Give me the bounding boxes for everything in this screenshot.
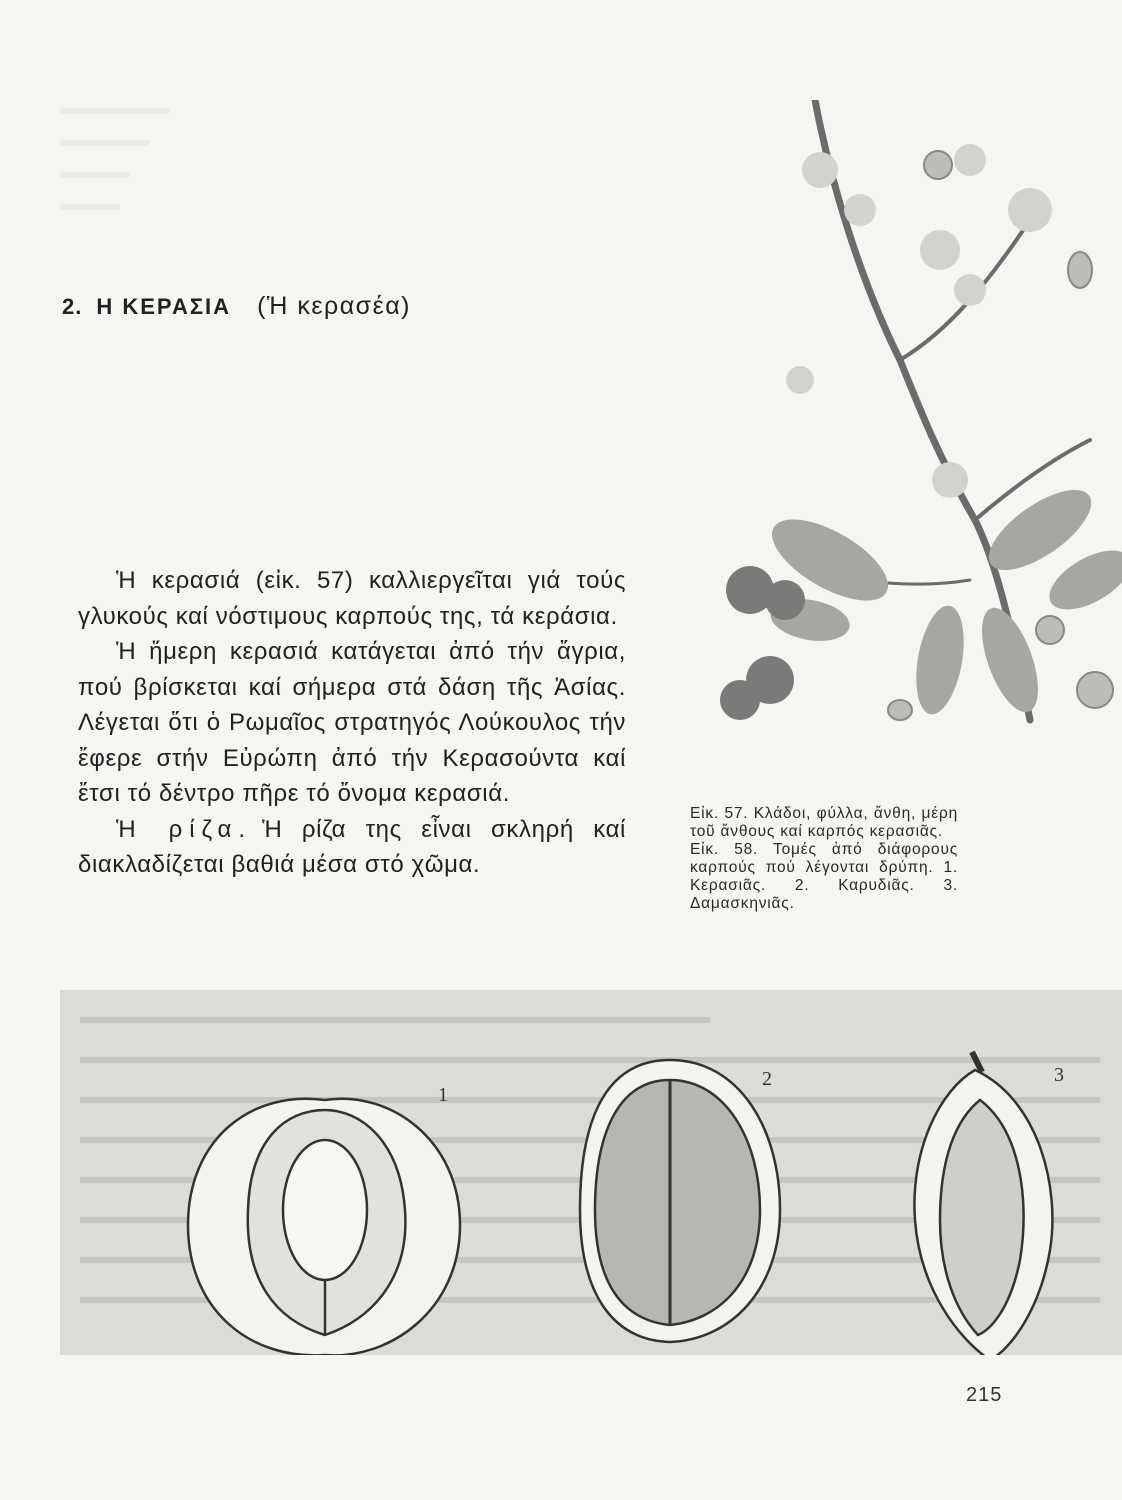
caption-fig-57: Εἰκ. 57. Κλάδοι, φύλλα, ἄνθη, μέρη τοῦ ἄνθους καί καρπός κερασιᾶς. <box>690 805 958 840</box>
section-heading <box>62 292 562 321</box>
section-alt-title: (Ἡ κερασέα) <box>257 292 412 320</box>
bleed-through-lines <box>60 108 200 248</box>
figure-caption <box>690 805 958 913</box>
caption-fig-58: Εἰκ. 58. Τομές ἀπό διάφορους καρπούς πού λέγονται δρύπη. 1. Κερασιᾶς. 2. Καρυδιᾶς. 3. Δαμασκηνιᾶς. <box>690 841 958 912</box>
paragraph-3-lead: Ἡ ρίζα. <box>116 815 253 843</box>
drupe-sections-drawing <box>60 990 1122 1355</box>
walnut-section <box>580 1060 780 1342</box>
cherries <box>720 566 805 720</box>
figure-label-1: 1 <box>438 1084 448 1106</box>
body-text <box>78 563 626 883</box>
figure-label-2: 2 <box>762 1068 772 1090</box>
paragraph-3 <box>78 812 626 883</box>
leaves <box>760 475 1122 719</box>
section-title: Η ΚΕΡΑΣΙΑ <box>96 294 232 319</box>
page-number: 215 <box>966 1384 1003 1406</box>
cherry-section <box>188 1099 460 1355</box>
paragraph-3-text: Ἡ ρίζα της εἶναι σκληρή καί διακλαδίζεται βαθιά μέσα στό χῶμα. <box>78 815 626 878</box>
figure-label-3: 3 <box>1054 1064 1064 1086</box>
paragraph-1: Ἡ κερασιά (εἰκ. 57) καλλιεργεῖται γιά τούς γλυκούς καί νόστιμους καρπούς της, τά κεράσια. <box>78 567 626 630</box>
cherry-branch-illustration <box>710 100 1122 745</box>
paragraph-2: Ἡ ἥμερη κερασιά κατάγεται ἀπό τήν ἄγρια, πού βρίσκεται καί σήμερα στά δάση τῆς Ἀσίας. Λέγεται ὅτι ὁ Ρωμαῖος στρατηγός Λούκουλος τήν ἔφερε στήν Εὐρώπη ἀπό τήν Κερασούντα καί ἔτσι τό δέντρο πῆρε τό ὄνομα κερασιά. <box>78 638 626 807</box>
section-number: 2. <box>62 294 83 319</box>
blossoms <box>786 144 1052 498</box>
